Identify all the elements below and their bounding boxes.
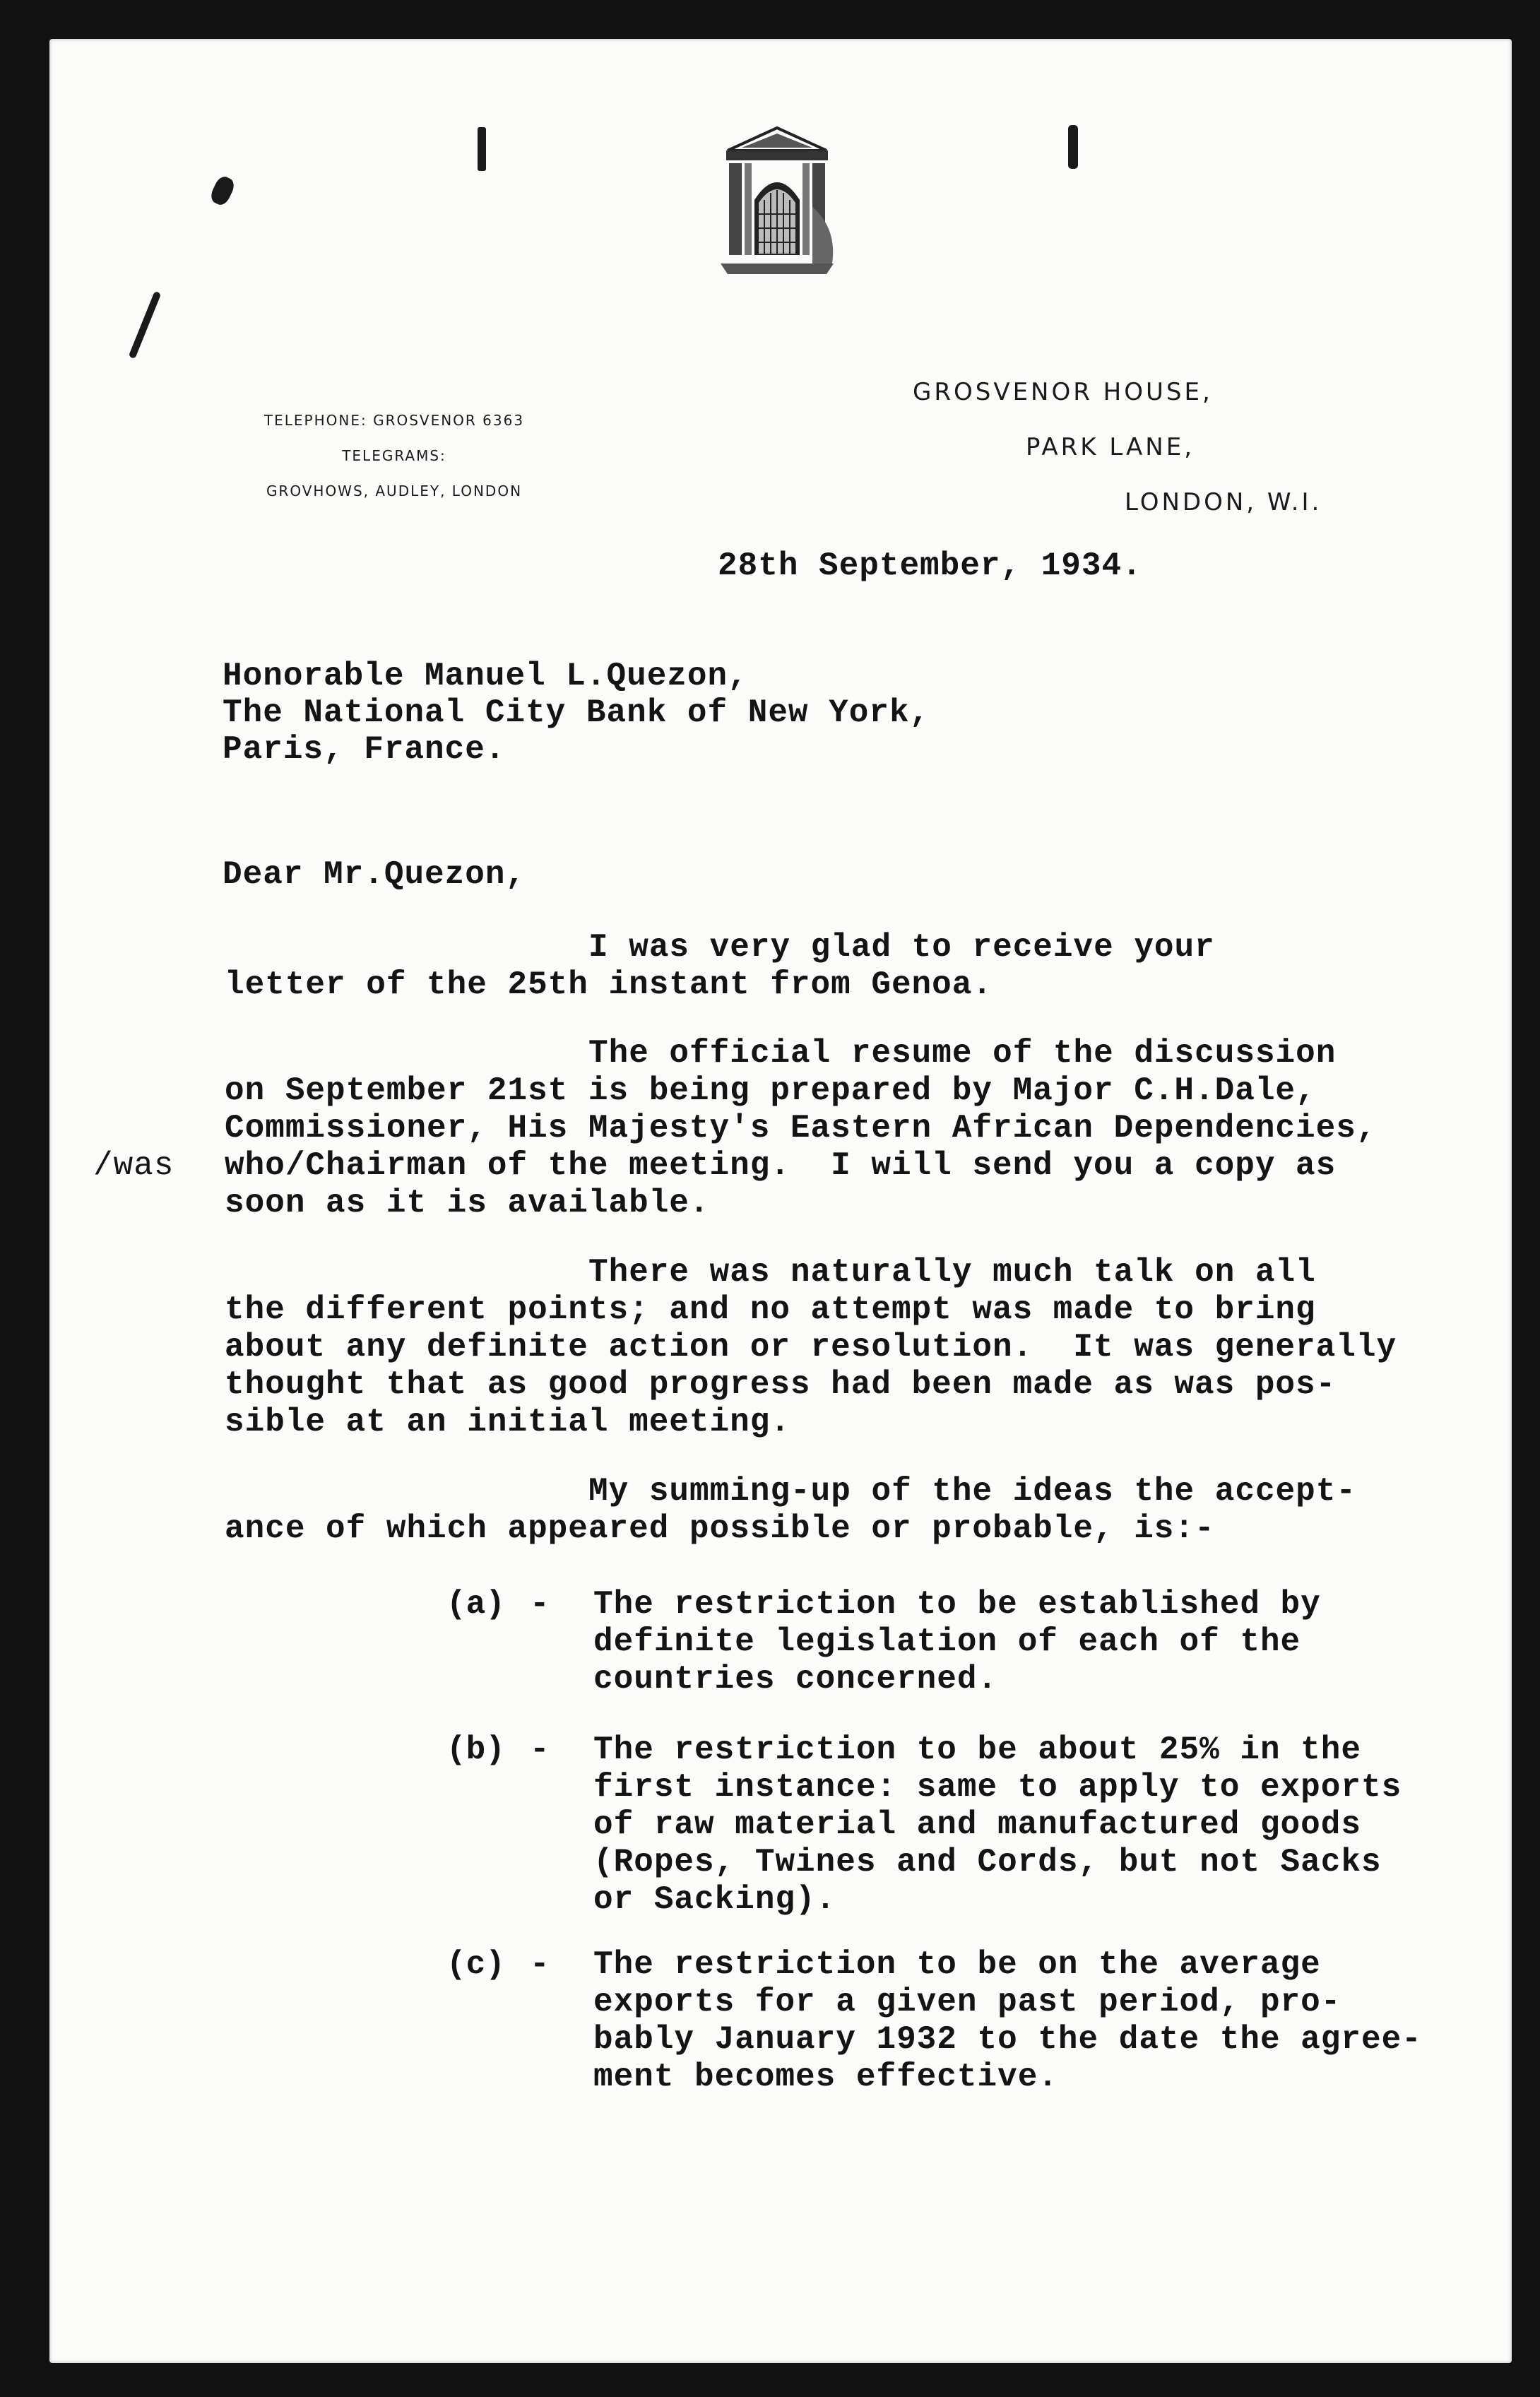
paragraph-2-line: who/Chairman of the meeting. I will send you a copy as [225,1147,1337,1184]
address-line-3: LONDON, W.I. [1125,488,1322,516]
letter-date: 28th September, 1934. [718,548,1142,584]
item-b-line: or Sacking). [593,1881,836,1918]
ink-mark [129,291,162,359]
paragraph-3-line: sible at an initial meeting. [225,1404,790,1440]
telephone-telegram-block [232,412,557,518]
telegrams-address: GROVHOWS, AUDLEY, LONDON [266,483,523,499]
telegrams-label: TELEGRAMS: [342,447,446,464]
item-a-label: (a) [446,1586,505,1623]
paragraph-2-line: soon as it is available. [225,1185,710,1221]
paragraph-2-line: on September 21st is being prepared by Major C.H.Dale, [225,1072,1316,1109]
paragraph-3-line: about any definite action or resolution. It was generally [225,1329,1397,1366]
item-b-dash: - [530,1732,550,1768]
paragraph-4-line: ance of which appeared possible or probable, is:- [225,1510,1215,1547]
recipient-bank: The National City Bank of New York, [223,694,930,731]
item-b-label: (b) [446,1732,505,1768]
item-c-line: The restriction to be on the average [593,1946,1321,1983]
address-line-1: GROSVENOR HOUSE, [913,378,1213,406]
item-c-dash: - [530,1946,550,1983]
item-a-dash: - [530,1586,550,1623]
item-a-line: The restriction to be established by [593,1586,1321,1623]
ink-mark [478,127,486,171]
paragraph-2-line: Commissioner, His Majesty's Eastern African Dependencies, [225,1110,1377,1147]
paragraph-3-line: thought that as good progress had been made as was pos- [225,1366,1337,1403]
building-doorway-engraving-icon [713,122,841,279]
item-b-line: (Ropes, Twines and Cords, but not Sacks [593,1844,1382,1881]
letter-page [49,39,1512,2363]
paragraph-3-line: the different points; and no attempt was made to bring [225,1291,1316,1328]
item-c-label: (c) [446,1946,505,1983]
item-a-line: definite legislation of each of the [593,1623,1301,1660]
recipient-city: Paris, France. [223,731,506,768]
address-line-2: PARK LANE, [1026,433,1195,461]
item-c-line: exports for a given past period, pro- [593,1984,1341,2020]
ink-mark [208,174,237,207]
item-c-line: ment becomes effective. [593,2059,1058,2095]
paragraph-1-line: letter of the 25th instant from Genoa. [225,966,993,1003]
item-c-line: bably January 1932 to the date the agree- [593,2021,1422,2058]
salutation: Dear Mr.Quezon, [223,856,526,893]
recipient-name: Honorable Manuel L.Quezon, [223,658,748,694]
telephone-line: TELEPHONE: GROSVENOR 6363 [263,412,525,429]
ink-mark [1068,125,1078,169]
item-b-line: The restriction to be about 25% in the [593,1732,1361,1768]
item-b-line: first instance: same to apply to exports [593,1769,1402,1806]
item-b-line: of raw material and manufactured goods [593,1806,1361,1843]
item-a-line: countries concerned. [593,1661,998,1698]
margin-note: /was [93,1147,174,1184]
paragraph-4-line: My summing-up of the ideas the accept- [588,1473,1356,1510]
paragraph-1-line: I was very glad to receive your [588,929,1215,966]
paragraph-3-line: There was naturally much talk on all [588,1254,1316,1291]
paragraph-2-line: The official resume of the discussion [588,1035,1337,1072]
